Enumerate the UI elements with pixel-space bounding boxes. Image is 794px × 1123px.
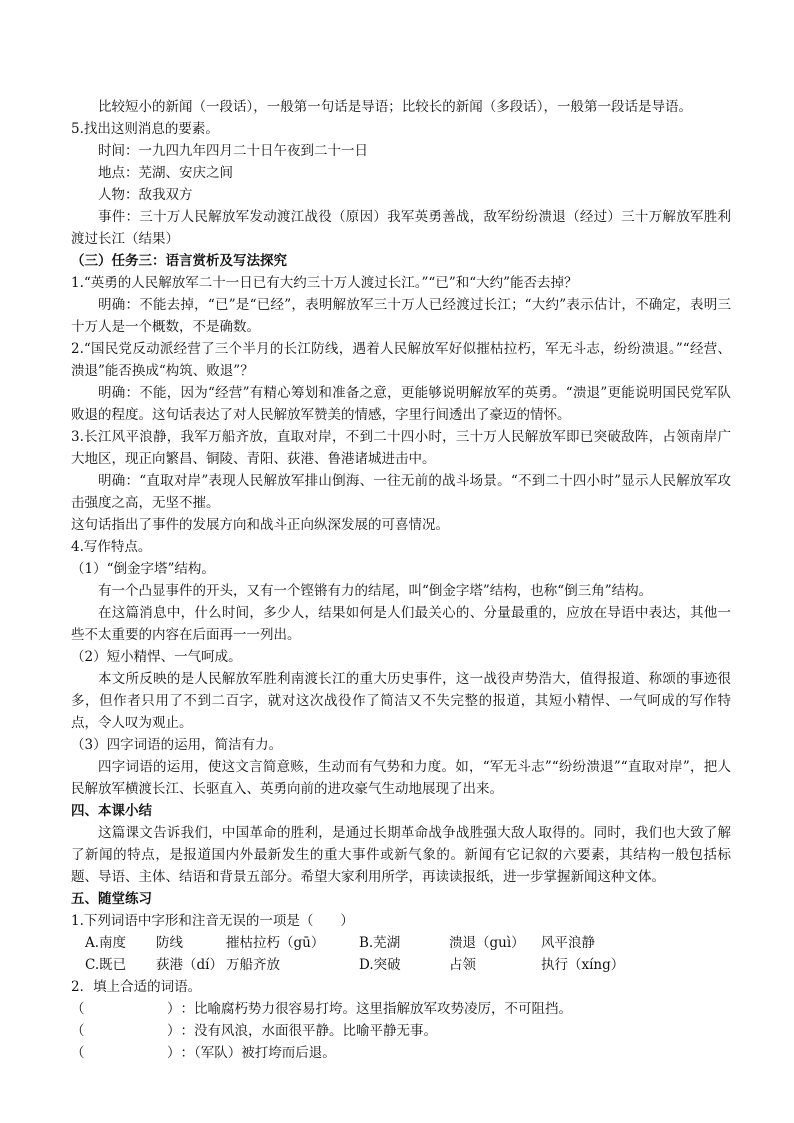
feature-1-text-b: 在这篇消息中，什么时间，多少人，结果如何是人们最关心的、分量最重的，应放在导语中表达，其他一些不太重要的内容在后面再一一列出。 (71, 605, 731, 643)
blank-open-paren: （ (71, 1023, 85, 1039)
exercise-question-2: 2．填上合适的词语。 (71, 979, 202, 995)
feature-2-heading: （2）短小精悍、一气呵成。 (71, 649, 242, 665)
lead-explanation: 比较短小的新闻（一段话），一般第一句话是导语；比较长的新闻（多段话），一般第一段话是导语。 (98, 99, 692, 115)
options-row-cd (71, 954, 731, 976)
options-row-ab (71, 932, 731, 954)
element-people: 人物：敌我双方 (98, 187, 193, 203)
section-exercise-heading: 五、随堂练习 (71, 891, 152, 907)
option-b-word-1: B.芜湖 (359, 935, 401, 951)
feature-1-text-a: 有一个凸显事件的开头，又有一个铿锵有力的结尾，叫“倒金字塔”结构，也称“倒三角”结构。 (98, 583, 653, 599)
document-body (71, 96, 731, 1064)
blank-definition: ：（军队）被打垮而后退。 (180, 1045, 336, 1061)
option-d-word-2: 占领 (449, 957, 476, 973)
blank-close-paren: ） (167, 1001, 181, 1017)
blank-close-paren: ） (167, 1023, 181, 1039)
task3-answer-3: 明确：“直取对岸”表现人民解放军排山倒海、一往无前的战斗场景。“不到二十四小时”显示人民解放军攻击强度之高，无坚不摧。 (71, 473, 731, 511)
section-summary-heading: 四、本课小结 (71, 803, 152, 819)
writing-features-heading: 4.写作特点。 (71, 539, 152, 555)
feature-3-text: 四字词语的运用，使这文言简意赅，生动而有气势和力度。如，“军无斗志”“纷纷溃退”“直取对岸”，把人民解放军横渡长江、长驱直入、英勇向前的进攻豪气生动地展现了出来。 (71, 759, 731, 797)
element-time: 时间：一九四九年四月二十日午夜到二十一日 (98, 143, 368, 159)
option-d-word-3: 执行（xíng） (541, 957, 625, 973)
task3-answer-3-cont: 这句话指出了事件的发展方向和战斗正向纵深发展的可喜情况。 (71, 517, 449, 533)
question-5: 5.找出这则消息的要素。 (71, 121, 219, 137)
fill-blank-1 (71, 998, 731, 1020)
option-c-word-2: 荻港（dí） (156, 957, 223, 973)
task3-answer-2: 明确：不能，因为“经营”有精心筹划和准备之意，更能够说明解放军的英勇。“溃退”更能说明国民党军队败退的程度。这句话表达了对人民解放军赞美的情感，字里行间透出了豪迈的情怀。 (71, 385, 731, 423)
blank-close-paren: ） (167, 1045, 181, 1061)
blank-definition: ：没有风浪，水面很平静。比喻平静无事。 (180, 1023, 437, 1039)
option-c-word-1: C.既已 (85, 957, 127, 973)
feature-2-text: 本文所反映的是人民解放军胜利南渡长江的重大历史事件，这一战役声势浩大，值得报道、称颂的事迹很多，但作者只用了不到二百字，就对这次战役作了简洁又不失完整的报道，其短小精悍、一气呵成的写作特点，令人叹为观止。 (71, 671, 731, 731)
feature-1-heading: （1）“倒金字塔”结构。 (71, 561, 215, 577)
option-a-word-2: 防线 (156, 935, 183, 951)
element-place: 地点：芜湖、安庆之间 (98, 165, 233, 181)
task3-answer-1: 明确：不能去掉，“已”是“已经”，表明解放军三十万人已经渡过长江；“大约”表示估计，不确定，表明三十万人是一个概数，不是确数。 (71, 297, 731, 335)
option-a-word-3: 摧枯拉朽（gū） (226, 935, 325, 951)
task3-question-2: 2.“国民党反动派经营了三个半月的长江防线，遇着人民解放军好似摧枯拉朽，军无斗志，纷纷溃退。”“经营、溃退”能否换成“构筑、败退”？ (71, 341, 731, 379)
exercise-question-1: 1.下列词语中字形和注音无误的一项是（ ） (71, 913, 354, 929)
blank-open-paren: （ (71, 1045, 85, 1061)
option-a-word-1: A.南度 (85, 935, 127, 951)
fill-blank-2 (71, 1020, 731, 1042)
blank-open-paren: （ (71, 1001, 85, 1017)
option-d-word-1: D.突破 (359, 957, 401, 973)
option-b-word-3: 风平浪静 (541, 935, 595, 951)
task3-question-3: 3.长江风平浪静，我军万船齐放，直取对岸，不到二十四小时，三十万人民解放军即已突破敌阵，占领南岸广大地区，现正向繁昌、铜陵、青阳、荻港、鲁港诸城进击中。 (71, 429, 731, 467)
blank-definition: ：比喻腐朽势力很容易打垮。这里指解放军攻势凌厉，不可阻挡。 (180, 1001, 572, 1017)
task3-question-1: 1.“英勇的人民解放军二十一日已有大约三十万人渡过长江。”“已”和“大约”能否去掉？ (71, 275, 578, 291)
fill-blank-3 (71, 1042, 731, 1064)
option-c-word-3: 万船齐放 (226, 957, 280, 973)
summary-text: 这篇课文告诉我们，中国革命的胜利，是通过长期革命战争战胜强大敌人取得的。同时，我们也大致了解了新闻的特点，是报道国内外最新发生的重大事件或新气象的。新闻有它记叙的六要素，其结构一般包括标题、导语、主体、结语和背景五部分。希望大家利用所学，再读读报纸，进一步掌握新闻这种文体。 (71, 825, 731, 885)
element-event: 事件：三十万人民解放军发动渡江战役（原因）我军英勇善战，敌军纷纷溃退（经过）三十万解放军胜利渡过长江（结果） (71, 209, 731, 247)
option-b-word-2: 溃退（guì） (449, 935, 525, 951)
section-task-3: （三）任务三：语言赏析及写法探究 (71, 253, 287, 269)
feature-3-heading: （3）四字词语的运用，简洁有力。 (71, 737, 283, 753)
